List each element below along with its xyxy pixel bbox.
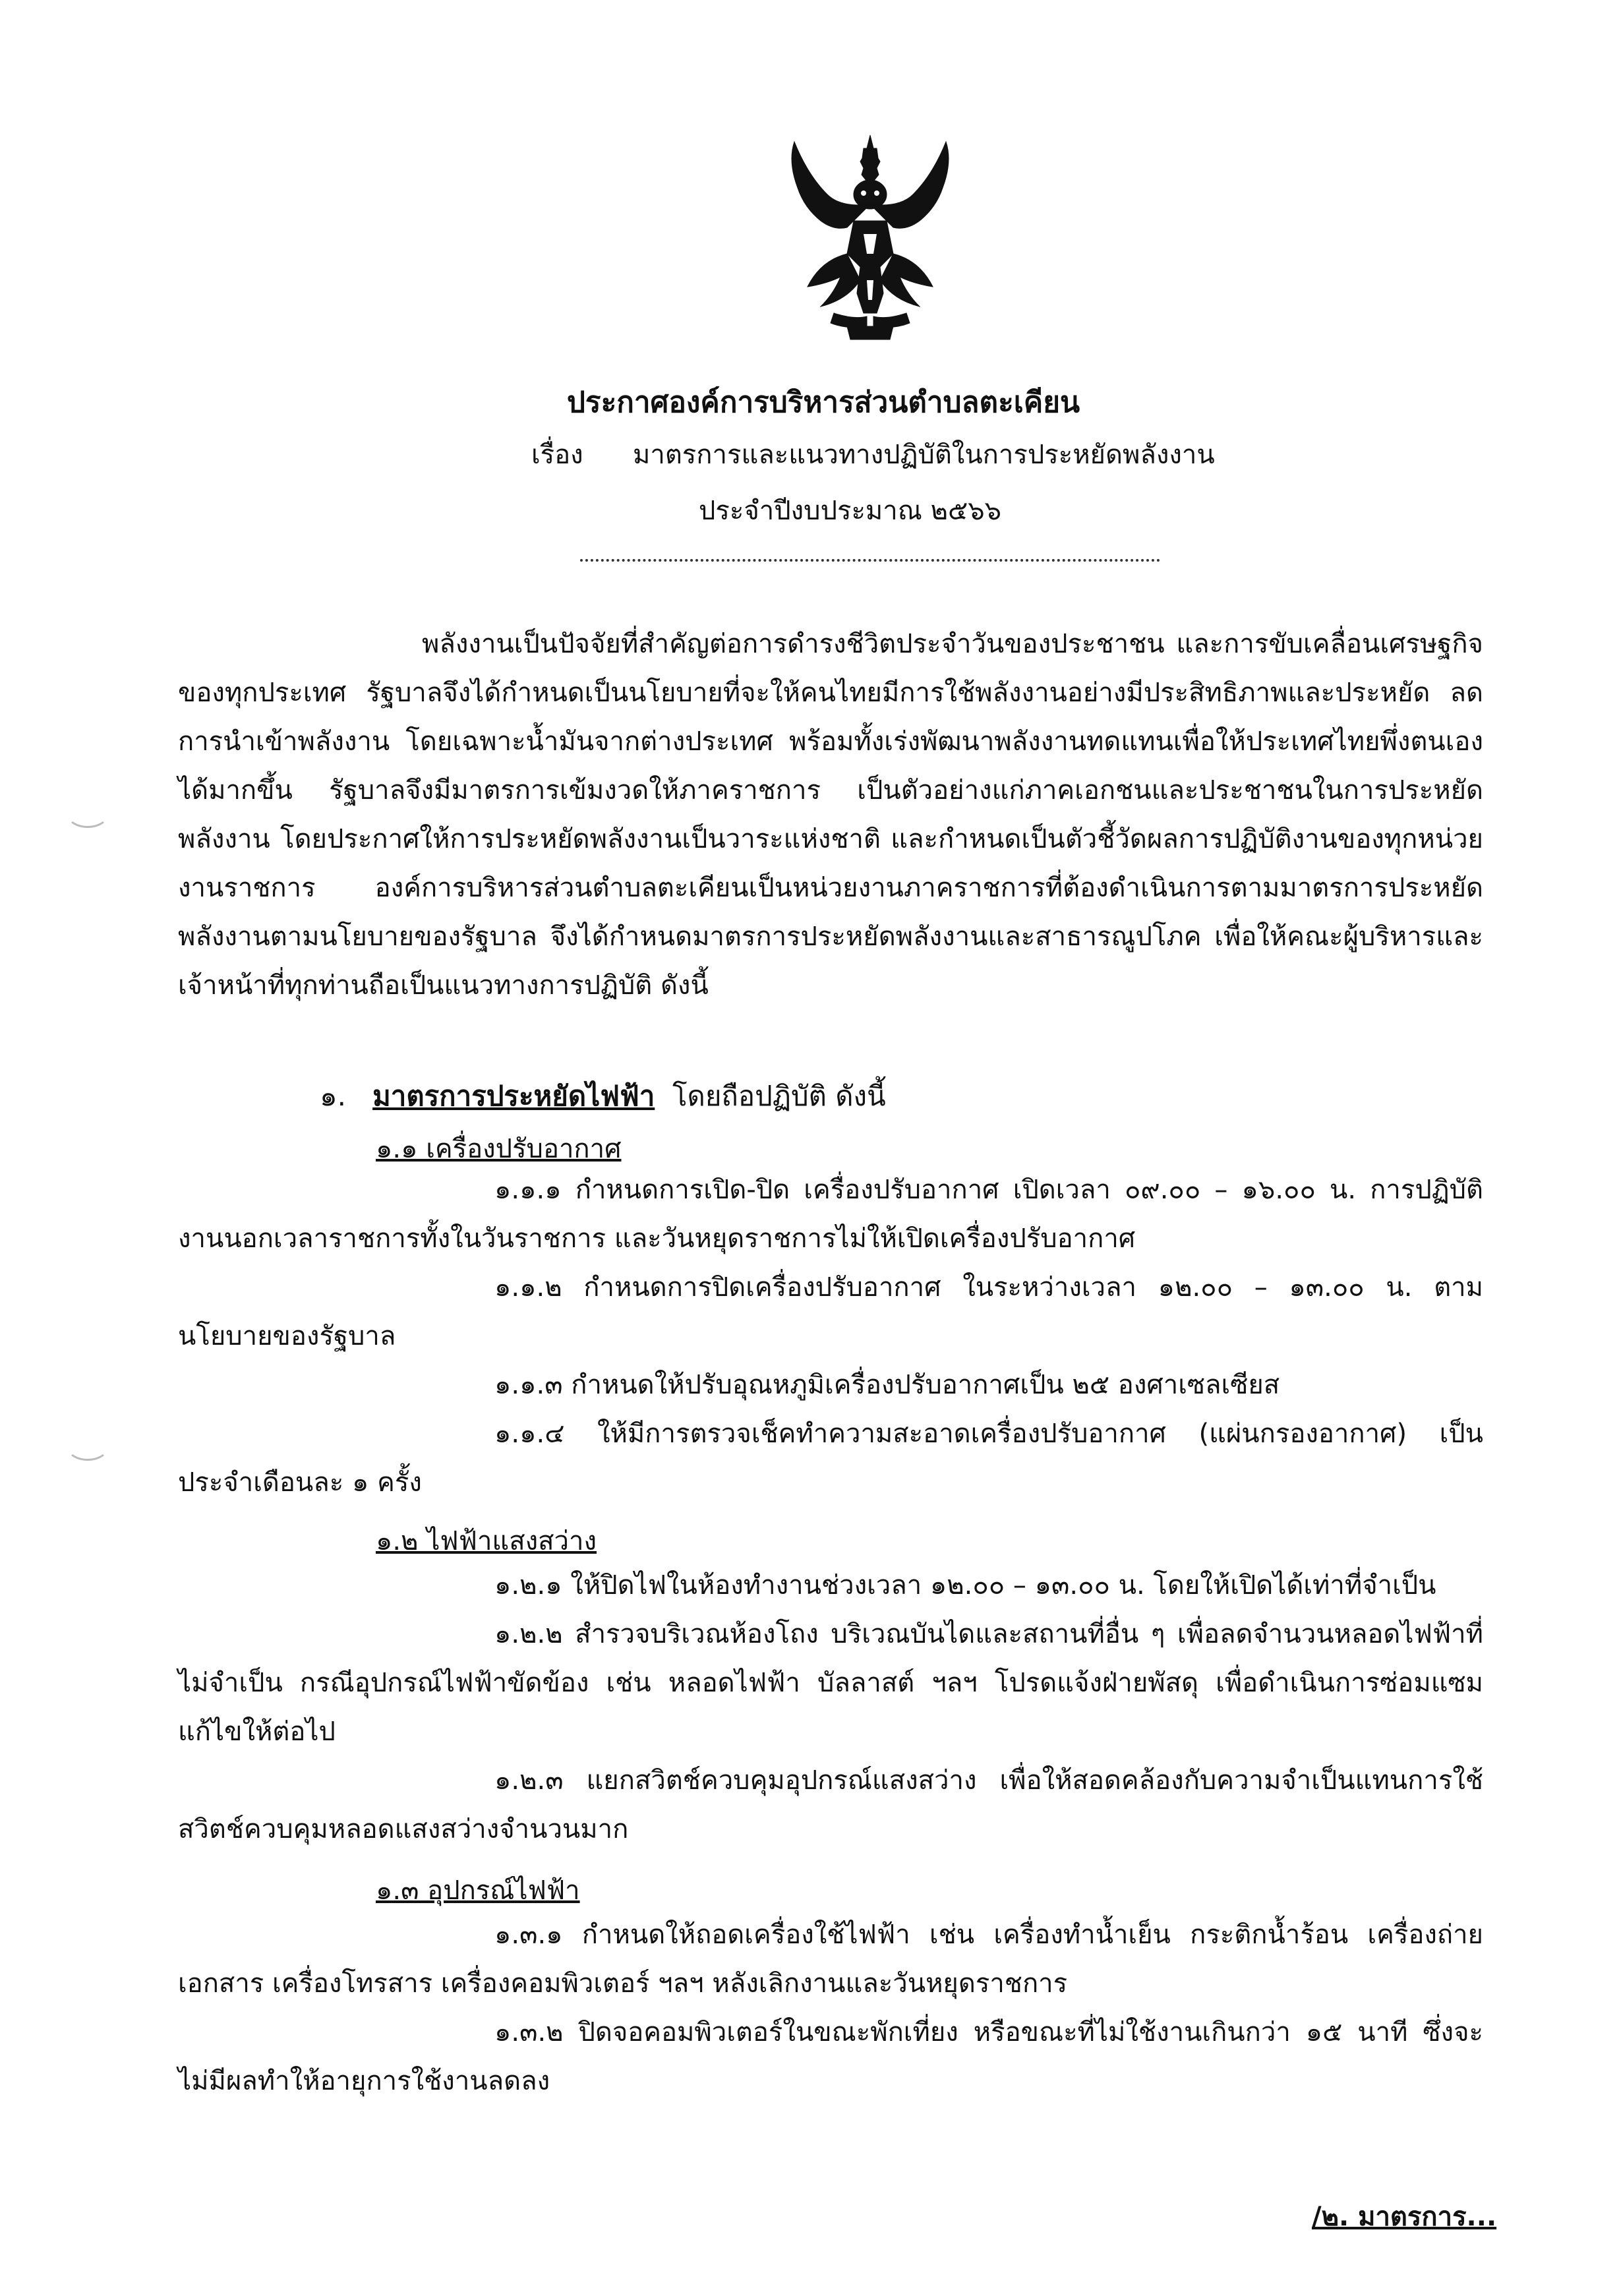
section-1-suffix: โดยถือปฏิบัติ ดังนี้ xyxy=(672,1080,886,1112)
fiscal-year: ประจำปีงบประมาณ ๒๕๖๖ xyxy=(699,496,1002,526)
item-1-3-2: ๑.๓.๒ ปิดจอคอมพิวเตอร์ในขณะพักเที่ยง หรือขณะที่ไม่ใช้งานเกินกว่า ๑๕ นาที ซึ่งจะไม่มีผลทำให้อายุการใช้งานลดลง xyxy=(178,2017,1483,2096)
dotted-divider xyxy=(580,559,1160,562)
item-1-1-3: ๑.๑.๓ กำหนดให้ปรับอุณหภูมิเครื่องปรับอากาศเป็น ๒๕ องศาเซลเซียส xyxy=(494,1370,1280,1400)
item-1-1-1: ๑.๑.๑ กำหนดการเปิด-ปิด เครื่องปรับอากาศ เปิดเวลา ๐๙.๐๐ – ๑๖.๐๐ น. การปฏิบัติงานนอกเวลาราชการทั้งในวันราชการ และวันหยุดราชการไม่ให้เปิดเครื่องปรับอากาศ xyxy=(178,1175,1483,1254)
section-1-title: มาตรการประหยัดไฟฟ้า xyxy=(372,1080,655,1112)
page-title: ประกาศองค์การบริหารส่วนตำบลตะเคียน xyxy=(567,386,1080,419)
item-1-2-2: ๑.๒.๒ สำรวจบริเวณห้องโถง บริเวณบันไดและสถานที่อื่น ๆ เพื่อลดจำนวนหลอดไฟฟ้าที่ไม่จำเป็น กรณีอุปกรณ์ไฟฟ้าขัดข้อง เช่น หลอดไฟฟ้า บัลลาสต์ ฯลฯ โปรดแจ้งฝ่ายพัสดุ เพื่อดำเนินการซ่อมแซมแก้ไขให้ต่อไป xyxy=(178,1619,1483,1747)
scan-mark xyxy=(66,1430,109,1461)
garuda-emblem-icon xyxy=(768,122,972,353)
subject-text: มาตรการและแนวทางปฏิบัติในการประหยัดพลังงาน xyxy=(633,440,1215,470)
scan-mark xyxy=(66,798,109,828)
item-1-3-1: ๑.๓.๑ กำหนดให้ถอดเครื่องใช้ไฟฟ้า เช่น เครื่องทำน้ำเย็น กระติกน้ำร้อน เครื่องถ่ายเอกสาร เครื่องโทรสาร เครื่องคอมพิวเตอร์ ฯลฯ หลังเลิกงานและวันหยุดราชการ xyxy=(178,1920,1483,1999)
intro-paragraph: พลังงานเป็นปัจจัยที่สำคัญต่อการดำรงชีวิตประจำวันของประชาชน และการขับเคลื่อนเศรษฐกิจของทุกประเทศ รัฐบาลจึงได้กำหนดเป็นนโยบายที่จะให้คนไทยมีการใช้พลังงานอย่างมีประสิทธิภาพและประหยัด ลดการนำเข้าพลังงาน โดยเฉพาะน้ำมันจากต่างประเทศ พร้อมทั้งเร่งพัฒนาพลังงานทดแทนเพื่อให้ประเทศไทยพึ่งตนเองได้มากขึ้น รัฐบาลจึงมีมาตรการเข้มงวดให้ภาคราชการ เป็นตัวอย่างแก่ภาคเอกชนและประชาชนในการประหยัดพลังงาน โดยประกาศให้การประหยัดพลังงานเป็นวาระแห่งชาติ และกำหนดเป็นตัวชี้วัดผลการปฏิบัติงานของทุกหน่วยงานราชการ องค์การบริหารส่วนตำบลตะเคียนเป็นหน่วยงานภาคราชการที่ต้องดำเนินการตามมาตรการประหยัดพลังงานตามนโยบายของรัฐบาล จึงได้กำหนดมาตรการประหยัดพลังงานและสาธารณูปโภค เพื่อให้คณะผู้บริหารและเจ้าหน้าที่ทุกท่านถือเป็นแนวทางการปฏิบัติ ดังนี้ xyxy=(178,629,1483,1001)
item-1-1-2: ๑.๑.๒ กำหนดการปิดเครื่องปรับอากาศ ในระหว่างเวลา ๑๒.๐๐ – ๑๓.๐๐ น. ตามนโยบายของรัฐบาล xyxy=(178,1272,1483,1351)
subject-label: เรื่อง xyxy=(531,440,583,470)
section-1-heading xyxy=(320,1074,886,1118)
continuation-note: /๒. มาตรการ... xyxy=(1312,2202,1497,2232)
item-1-2-3: ๑.๒.๓ แยกสวิตช์ควบคุมอุปกรณ์แสงสว่าง เพื่อให้สอดคล้องกับความจำเป็นแทนการใช้สวิตช์ควบคุมหลอดแสงสว่างจำนวนมาก xyxy=(178,1765,1483,1844)
item-1-2-1: ๑.๒.๑ ให้ปิดไฟในห้องทำงานช่วงเวลา ๑๒.๐๐ – ๑๓.๐๐ น. โดยให้เปิดได้เท่าที่จำเป็น xyxy=(494,1570,1436,1601)
item-1-1-4: ๑.๑.๔ ให้มีการตรวจเช็คทำความสะอาดเครื่องปรับอากาศ (แผ่นกรองอากาศ) เป็นประจำเดือนละ ๑ ครั้ง xyxy=(178,1419,1483,1498)
subsection-1-1-heading: ๑.๑ เครื่องปรับอากาศ xyxy=(376,1134,622,1164)
subsection-1-3-heading: ๑.๓ อุปกรณ์ไฟฟ้า xyxy=(376,1875,580,1906)
subsection-1-2-heading: ๑.๒ ไฟฟ้าแสงสว่าง xyxy=(376,1526,597,1556)
section-1-number: ๑. xyxy=(320,1080,347,1112)
